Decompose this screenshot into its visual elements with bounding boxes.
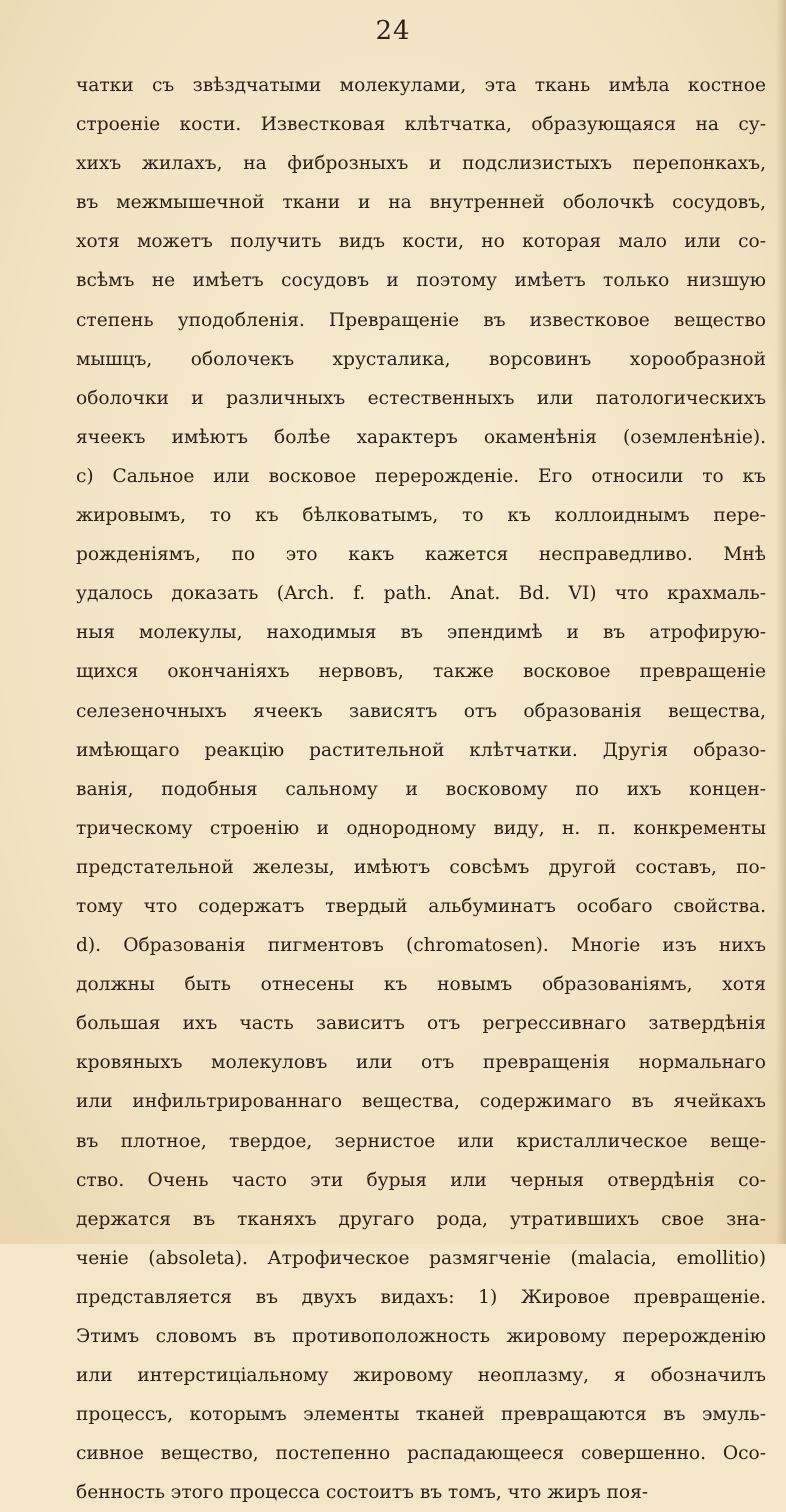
text-line: щихся окончаніяхъ нервовъ, также восковое превращеніе (76, 661, 766, 683)
text-line: рожденіямъ, по это какъ кажется несправедливо. Мнѣ (76, 544, 766, 566)
text-line: представляется въ двухъ видахъ: 1) Жировое превращеніе. (76, 1286, 766, 1308)
text-line: мышцъ, оболочекъ хрусталика, ворсовинъ хорообразной (76, 348, 766, 370)
text-line: предстательной железы, имѣютъ совсѣмъ другой составъ, по- (76, 856, 766, 878)
text-line: держатся въ тканяхъ другаго рода, утратившихъ свое зна- (76, 1208, 766, 1230)
text-line: процессъ, которымъ элементы тканей превращаются въ эмуль- (76, 1404, 766, 1426)
text-line: ченіе (absoleta). Атрофическое размягченіе (malacia, emollitio) (76, 1247, 766, 1269)
text-line: чатки съ звѣздчатыми молекулами, эта ткань имѣла костное (76, 75, 766, 96)
text-line: всѣмъ не имѣетъ сосудовъ и поэтому имѣетъ только низшую (76, 270, 766, 292)
text-line: бенность этого процесса состоитъ въ томъ, что жиръ поя- (76, 1482, 649, 1504)
text-line: хихъ жилахъ, на фиброзныхъ и подслизистыхъ перепонкахъ, (76, 153, 766, 175)
text-line: ячеекъ имѣютъ болѣе характеръ окаменѣнія (оземленѣніе). (76, 426, 766, 448)
text-line: въ межмышечной ткани и на внутренней оболочкѣ сосудовъ, (76, 192, 766, 214)
page-number: 24 (375, 16, 411, 46)
text-line: кровяныхъ молекуловъ или отъ превращенія нормальнаго (76, 1052, 766, 1074)
text-line: ство. Очень часто эти бурыя или черныя отвердѣнія со- (76, 1169, 766, 1191)
text-line: имѣющаго реакцію растительной клѣтчатки. Другія образо- (76, 739, 766, 761)
text-line: въ плотное, твердое, зернистое или кристаллическое веще- (76, 1130, 766, 1152)
text-line: сивное вещество, постепенно распадающееся совершенно. Осо- (76, 1443, 766, 1465)
text-line: степень уподобленія. Превращеніе въ известковое вещество (76, 309, 766, 331)
text-line: жировымъ, то къ бѣлковатымъ, то къ коллоиднымъ пере- (76, 505, 766, 527)
text-line: или интерстиціальному жировому неоплазму, я обозначилъ (76, 1365, 766, 1387)
text-line: трическому строенію и однородному виду, н. п. конкременты (76, 817, 766, 839)
text-line: оболочки и различныхъ естественныхъ или патологическихъ (76, 387, 766, 409)
text-line: или инфильтрированнаго вещества, содержимаго въ ячейкахъ (76, 1091, 766, 1113)
text-line: d). Образованія пигментовъ (chromatosen). Многіе изъ нихъ (76, 935, 766, 957)
text-line: должны быть отнесены къ новымъ образованіямъ, хотя (76, 974, 766, 996)
text-line: хотя можетъ получить видъ кости, но которая мало или со- (76, 231, 766, 253)
page-edge-shadow (776, 0, 786, 1244)
body-text (76, 66, 766, 1512)
text-line: ныя молекулы, находимыя въ эпендимѣ и въ атрофирую- (76, 622, 766, 644)
text-line: ванія, подобныя сальному и восковому по ихъ концен- (76, 778, 766, 800)
text-line: удалось доказать (Arch. f. path. Anat. Bd. VI) что крахмаль- (76, 583, 766, 605)
text-line: селезеночныхъ ячеекъ зависятъ отъ образованія вещества, (76, 700, 766, 722)
text-line: большая ихъ часть зависитъ отъ регрессивнаго затвердѣнія (76, 1013, 766, 1035)
text-line: Этимъ словомъ въ противоположность жировому перерожденію (76, 1326, 766, 1347)
text-line: тому что содержатъ твердый альбуминатъ особаго свойства. (76, 895, 766, 917)
text-line: строеніе кости. Известковая клѣтчатка, образующаяся на су- (76, 114, 766, 136)
text-line: c) Сальное или восковое перерожденіе. Его относили то къ (76, 465, 766, 487)
